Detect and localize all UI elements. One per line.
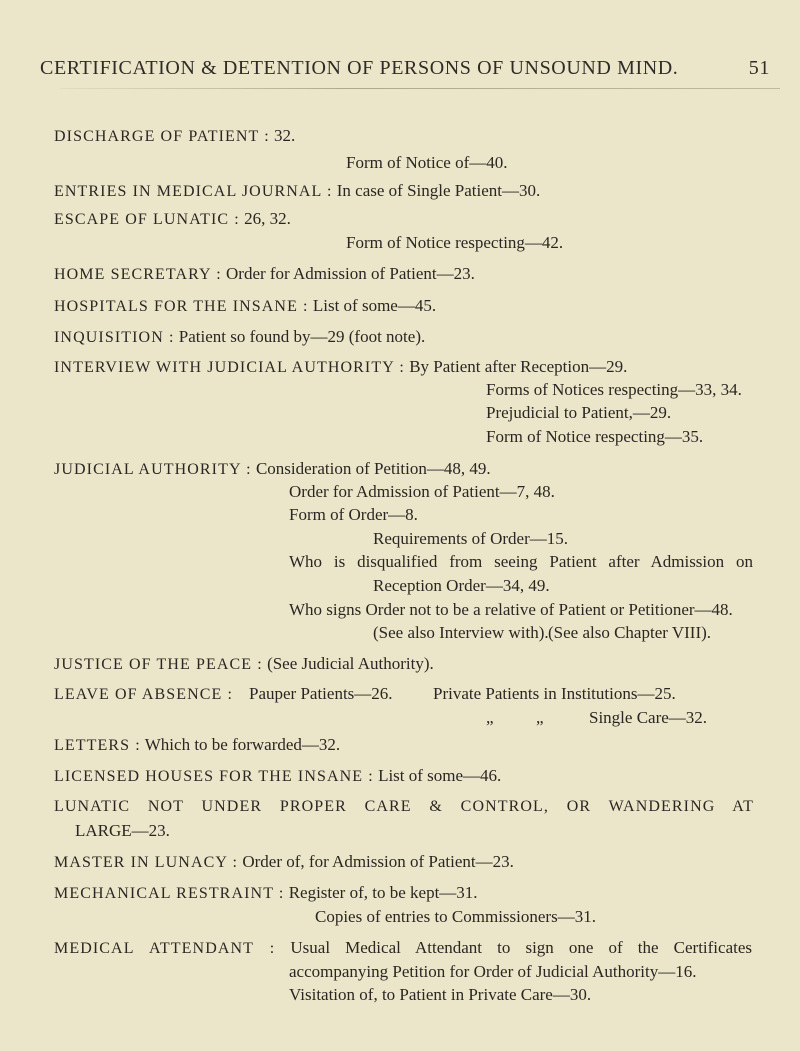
entry-heading: ENTRIES IN MEDICAL JOURNAL : (54, 183, 333, 200)
entry-home-secretary (54, 264, 475, 285)
entry-text: Which to be forwarded—32. (144, 735, 341, 754)
entry-subline: Form of Order—8. (289, 505, 418, 524)
entry-subline: Who is disqualified from seeing Patient after Admission on (289, 552, 753, 571)
entry-heading: ESCAPE OF LUNATIC : (54, 211, 240, 228)
entry-subline: Prejudicial to Patient,—29. (486, 403, 672, 422)
ditto-mark: „ (536, 708, 544, 727)
page-number: 51 (748, 57, 770, 79)
entry-heading: MECHANICAL RESTRAINT : (54, 885, 285, 902)
entry-heading: LICENSED HOUSES FOR THE INSANE : (54, 768, 374, 785)
entry-heading: HOME SECRETARY : (54, 266, 222, 283)
ditto-mark: „ (486, 708, 494, 727)
entry-heading: INTERVIEW WITH JUDICIAL AUTHORITY : (54, 359, 405, 376)
entry-subline: Copies of entries to Commissioners—31. (315, 907, 596, 926)
entry-discharge (54, 126, 295, 147)
entry-text: List of some—46. (378, 766, 502, 785)
entry-heading: DISCHARGE OF PATIENT : (54, 128, 270, 145)
entry-text: Register of, to be kept—31. (288, 883, 478, 902)
entry-inquisition (54, 327, 425, 348)
entry-reference: 26, 32. (244, 209, 291, 228)
entry-subline: accompanying Petition for Order of Judicial Authority—16. (289, 962, 697, 981)
entry-escape (54, 209, 291, 230)
entry-master (54, 852, 514, 873)
entry-text: By Patient after Reception—29. (409, 357, 628, 376)
entry-text: Consideration of Petition—48, 49. (255, 459, 491, 478)
entry-heading: MEDICAL ATTENDANT : (54, 940, 276, 957)
entry-judicial (54, 459, 491, 480)
entry-attendant (54, 938, 752, 959)
entry-text: Single Care—32. (589, 708, 708, 727)
entry-text: (See Judicial Authority). (267, 654, 434, 673)
entry-subline: (See also Chapter VIII). (548, 623, 712, 642)
entry-subline: Form of Notice of—40. (346, 153, 508, 172)
entry-subline: Visitation of, to Patient in Private Care—30. (289, 985, 592, 1004)
entry-heading: JUDICIAL AUTHORITY : (54, 461, 252, 478)
entry-continuation: LARGE—23. (75, 821, 170, 840)
entry-heading: LEAVE OF ABSENCE : (54, 686, 234, 703)
entry-subline: (See also Interview with). (373, 623, 549, 642)
entry-justice (54, 654, 434, 675)
entry-subline: Forms of Notices respecting—33, 34. (486, 380, 742, 399)
entry-heading: HOSPITALS FOR THE INSANE : (54, 298, 309, 315)
entry-text: Pauper Patients—26. (249, 684, 393, 703)
entry-journal (54, 181, 540, 202)
entry-subline: Form of Notice respecting—35. (486, 427, 704, 446)
entry-text: Patient so found by—29 (foot note). (178, 327, 426, 346)
entry-subline: Reception Order—34, 49. (373, 576, 550, 595)
entry-text: List of some—45. (312, 296, 437, 315)
entry-interview (54, 357, 627, 378)
entry-heading: INQUISITION : (54, 329, 175, 346)
entry-restraint (54, 883, 478, 904)
entry-reference: 32. (274, 126, 296, 145)
header-title: CERTIFICATION & DETENTION OF PERSONS OF UNSOUND MIND. (40, 57, 679, 79)
entry-text: Order for Admission of Patient—23. (226, 264, 475, 283)
entry-heading: JUSTICE OF THE PEACE : (54, 656, 263, 673)
entry-text: In case of Single Patient—30. (336, 181, 541, 200)
entry-heading: LETTERS : (54, 737, 141, 754)
entry-licensed (54, 766, 501, 787)
entry-lunatic-heading: LUNATIC NOT UNDER PROPER CARE & CONTROL, OR WANDERING AT (54, 798, 754, 815)
entry-heading: MASTER IN LUNACY : (54, 854, 239, 871)
entry-subline: Form of Notice respecting—42. (346, 233, 564, 252)
entry-hospitals (54, 296, 436, 317)
entry-text: Usual Medical Attendant to sign one of the Certificates (290, 938, 753, 957)
entry-subline: Requirements of Order—15. (373, 529, 568, 548)
entry-text: Private Patients in Institutions—25. (433, 684, 676, 703)
entry-text: Order of, for Admission of Patient—23. (242, 852, 514, 871)
entry-letters (54, 735, 340, 756)
entry-subline: Who signs Order not to be a relative of Patient or Petitioner—48. (289, 600, 733, 619)
entry-subline: Order for Admission of Patient—7, 48. (289, 482, 555, 501)
entry-leave (54, 684, 233, 705)
